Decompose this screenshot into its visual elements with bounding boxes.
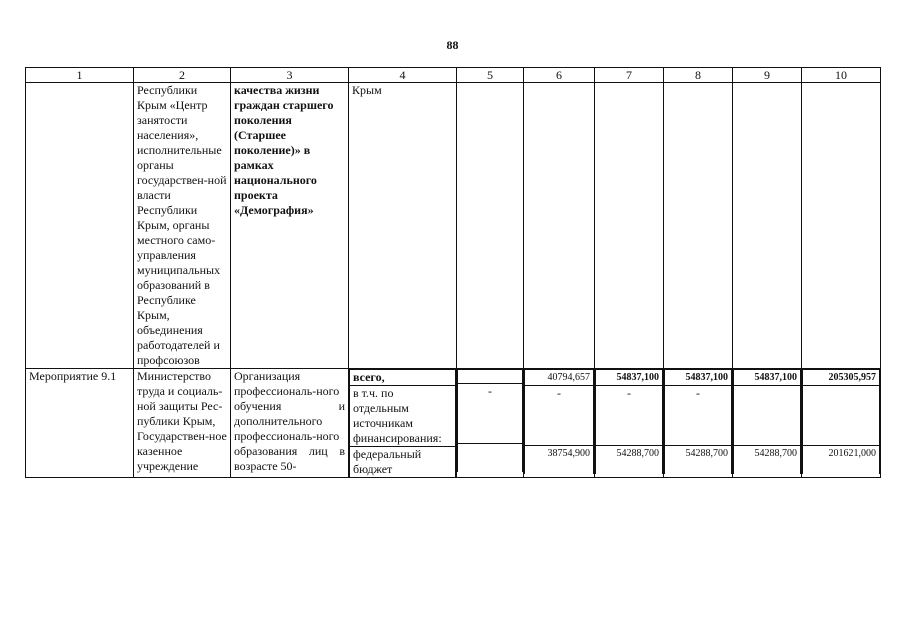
cell-event-description: Организация профессиональ-ного обучения и дополнительного профессиональ-ного образования лиц в возрасте 50- (231, 369, 349, 478)
column-header-4: 4 (349, 68, 457, 83)
page-number: 88 (446, 38, 459, 52)
cell-executors: Министерство труда и социаль-ной защиты Рес-публики Крым, Государствен-ное казенное учреждение (134, 369, 231, 478)
cell-empty-9 (733, 83, 802, 369)
cell-empty-10 (802, 83, 881, 369)
cell-empty-5 (457, 83, 524, 369)
cell-col7 (595, 369, 664, 478)
value-total-col6: 40794,657 (525, 370, 594, 386)
cell-funding-source (349, 369, 457, 478)
value-federal-col5 (458, 444, 523, 472)
cell-event-name (26, 83, 134, 369)
column-header-9: 9 (733, 68, 802, 83)
col9-stack (733, 369, 801, 474)
column-header-1: 1 (26, 68, 134, 83)
column-header-8: 8 (664, 68, 733, 83)
column-header-2: 2 (134, 68, 231, 83)
cell-empty-7 (595, 83, 664, 369)
cell-executors: Республики Крым «Центр занятости населения», исполнительные органы государствен-ной власти Республики Крым, органы местного само-управления муниципальных образований в Республике Крым, объединения работодателей и профсоюзов (134, 83, 231, 369)
value-total-col8: 54837,100 (665, 370, 732, 386)
header-row (26, 68, 881, 83)
value-total-col7: 54837,100 (596, 370, 663, 386)
column-header-10: 10 (802, 68, 881, 83)
cell-col9 (733, 369, 802, 478)
value-federal-col7: 54288,700 (596, 446, 663, 474)
value-total-col10: 205305,957 (803, 370, 880, 386)
budget-table (25, 67, 881, 478)
cell-source: Крым (349, 83, 457, 369)
cell-empty-8 (664, 83, 733, 369)
funding-label-federal: федеральный бюджет (350, 447, 456, 478)
column-header-6: 6 (524, 68, 595, 83)
value-by-source-col8: - (665, 386, 732, 446)
value-federal-col6: 38754,900 (525, 446, 594, 474)
value-by-source-col6: - (525, 386, 594, 446)
value-by-source-col10 (803, 386, 880, 446)
value-federal-col10: 201621,000 (803, 446, 880, 474)
funding-source-stack (349, 369, 456, 477)
col10-stack (802, 369, 880, 474)
cell-empty-6 (524, 83, 595, 369)
value-by-source-col5: - (458, 384, 523, 444)
table-row-continued (26, 83, 881, 369)
value-by-source-col9 (734, 386, 801, 446)
funding-label-total: всего, (350, 370, 456, 386)
column-header-3: 3 (231, 68, 349, 83)
value-federal-col8: 54288,700 (665, 446, 732, 474)
value-total-col5 (458, 370, 523, 384)
col5-stack (457, 369, 523, 472)
col8-stack (664, 369, 732, 474)
col7-stack (595, 369, 663, 474)
table-row-event-9-1 (26, 369, 881, 478)
cell-col8 (664, 369, 733, 478)
column-header-5: 5 (457, 68, 524, 83)
value-by-source-col7: - (596, 386, 663, 446)
value-total-col9: 54837,100 (734, 370, 801, 386)
cell-col5 (457, 369, 524, 478)
column-header-7: 7 (595, 68, 664, 83)
cell-col10 (802, 369, 881, 478)
cell-event-description: качества жизни граждан старшего поколения (Старшее поколение)» в рамках национального проекта «Демография» (231, 83, 349, 369)
funding-label-by-source: в т.ч. по отдельным источникам финансирования: (350, 386, 456, 447)
col6-stack (524, 369, 594, 474)
cell-event-name: Мероприятие 9.1 (26, 369, 134, 478)
cell-col6 (524, 369, 595, 478)
value-federal-col9: 54288,700 (734, 446, 801, 474)
